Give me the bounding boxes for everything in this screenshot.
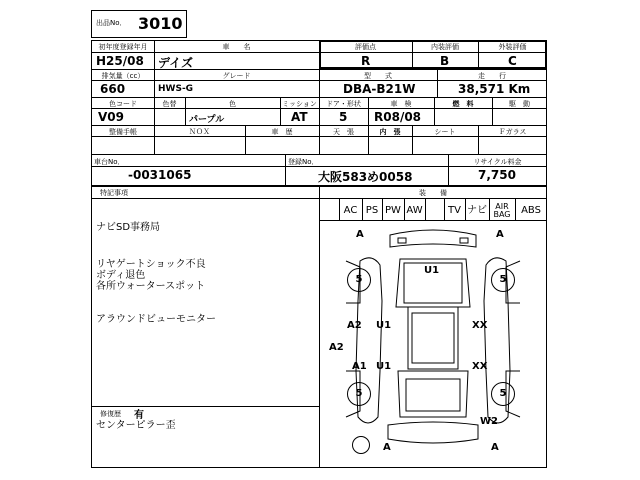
lot-number-label: 出品No． <box>96 19 127 27</box>
color-replace-label: 色替 <box>162 100 177 108</box>
mark-right-door-rear: XX <box>472 361 488 372</box>
mark-left-door-front-u: U1 <box>376 320 392 331</box>
inspection-label: 車 検 <box>390 100 412 108</box>
tire-rear-left: 5 <box>347 382 371 406</box>
mark-left-door-front: A2 <box>347 320 362 331</box>
note-line-3: ボディ退色 <box>96 270 146 281</box>
equip-abs: ABS <box>521 205 541 216</box>
model-label: 型 式 <box>364 72 392 80</box>
spare-tire <box>352 436 370 454</box>
nox-label: ＮＯＸ <box>189 128 210 136</box>
displacement-value: 660 <box>100 82 126 96</box>
recycle-value: 7,750 <box>478 168 516 182</box>
registration-value: H25/08 <box>96 54 144 68</box>
repair-detail: センターピラー歪 <box>96 420 176 431</box>
repair-history-value: 有 <box>134 410 144 421</box>
car-damage-diagram <box>320 221 546 467</box>
note-line-2: リヤゲートショック不良 <box>96 259 206 270</box>
tire-rear-right: 5 <box>491 382 515 406</box>
fuel-label: 燃 料 <box>452 100 474 108</box>
grid-line <box>91 406 319 407</box>
fglass-label: Ｆガラス <box>498 128 527 136</box>
note-line-1: ナビSD事務局 <box>96 222 161 233</box>
mark-roof: U1 <box>424 265 440 276</box>
inner-panel-label: 内 張 <box>379 128 401 136</box>
roof-label: 天 張 <box>333 128 354 136</box>
mark-front-right: A <box>496 229 504 240</box>
mileage-value: 38,571 Km <box>458 82 531 96</box>
chassis-value: -0031065 <box>128 168 192 182</box>
grid-line <box>425 198 426 220</box>
mission-label: ミッション <box>282 100 317 108</box>
mark-right-door-front: XX <box>472 320 488 331</box>
mark-left-rear-u: U1 <box>376 361 392 372</box>
mission-value: AT <box>291 110 308 124</box>
displacement-label: 排気量（cc） <box>101 72 145 80</box>
color-code-value: V09 <box>98 110 124 124</box>
note-line-5: アラウンドビューモニター <box>96 314 216 325</box>
exterior-rating-value: C <box>508 54 517 68</box>
mark-front-left: A <box>356 229 364 240</box>
doors-label: ドア・形状 <box>326 100 361 108</box>
color-value: パープル <box>189 115 225 125</box>
equip-ps: PS <box>365 205 379 216</box>
grade-label: グレード <box>222 72 251 80</box>
manual-label: 整備手帳 <box>109 128 137 136</box>
plate-label: 登録No． <box>288 158 319 166</box>
model-value: DBA-B21W <box>343 82 416 96</box>
mark-rear-left: A <box>383 442 391 453</box>
mark-left-side: A2 <box>329 342 344 353</box>
tire-front-right: 5 <box>491 268 515 292</box>
history-label: 車 歴 <box>271 128 293 136</box>
note-line-4: 各所ウォータースポット <box>96 281 206 292</box>
drive-label: 駆 動 <box>509 100 530 108</box>
color-label: 色 <box>229 100 236 108</box>
exterior-rating-label: 外装評価 <box>498 43 527 51</box>
doors-value: 5 <box>339 110 348 124</box>
grid-line <box>285 154 286 186</box>
color-code-label: 色コード <box>109 100 137 108</box>
chassis-label: 車台No． <box>94 158 125 166</box>
equip-aw: AW <box>406 205 423 216</box>
mileage-label: 走 行 <box>478 72 506 80</box>
mark-rear-right-bumper: A <box>491 442 499 453</box>
car-name-label: 車 名 <box>222 43 251 51</box>
inspection-value: R08/08 <box>374 110 422 124</box>
plate-value: 大阪583め0058 <box>318 170 413 184</box>
lot-number-value: 3010 <box>138 14 183 33</box>
tire-front-left: 5 <box>347 268 371 292</box>
equipment-header: 装 備 <box>419 189 447 197</box>
equip-pw: PW <box>385 205 401 216</box>
grid-line <box>91 154 547 155</box>
registration-label: 初年度登録年月 <box>98 43 148 51</box>
rating-value: R <box>361 54 371 68</box>
notes-header: 特記事項 <box>100 189 128 197</box>
interior-rating-label: 内装評価 <box>431 43 459 51</box>
interior-rating-value: B <box>440 54 450 68</box>
recycle-label: リサイクル料金 <box>473 158 522 166</box>
car-name-value: デイズ <box>158 56 194 70</box>
equip-tv: TV <box>448 205 461 216</box>
mark-left-rear-a: A1 <box>352 361 367 372</box>
equip-ac: AC <box>343 205 358 216</box>
equip-navi: ナビ <box>467 205 487 216</box>
seat-label: シート <box>434 128 456 136</box>
mark-rear-right: W2 <box>480 416 498 427</box>
rating-label: 評価点 <box>355 43 376 51</box>
lot-number-box <box>91 10 187 38</box>
equip-airbag: AIR BAG <box>493 202 511 219</box>
repair-history-label: 修復歴 <box>100 410 121 418</box>
grade-value: HWS-G <box>158 84 194 94</box>
